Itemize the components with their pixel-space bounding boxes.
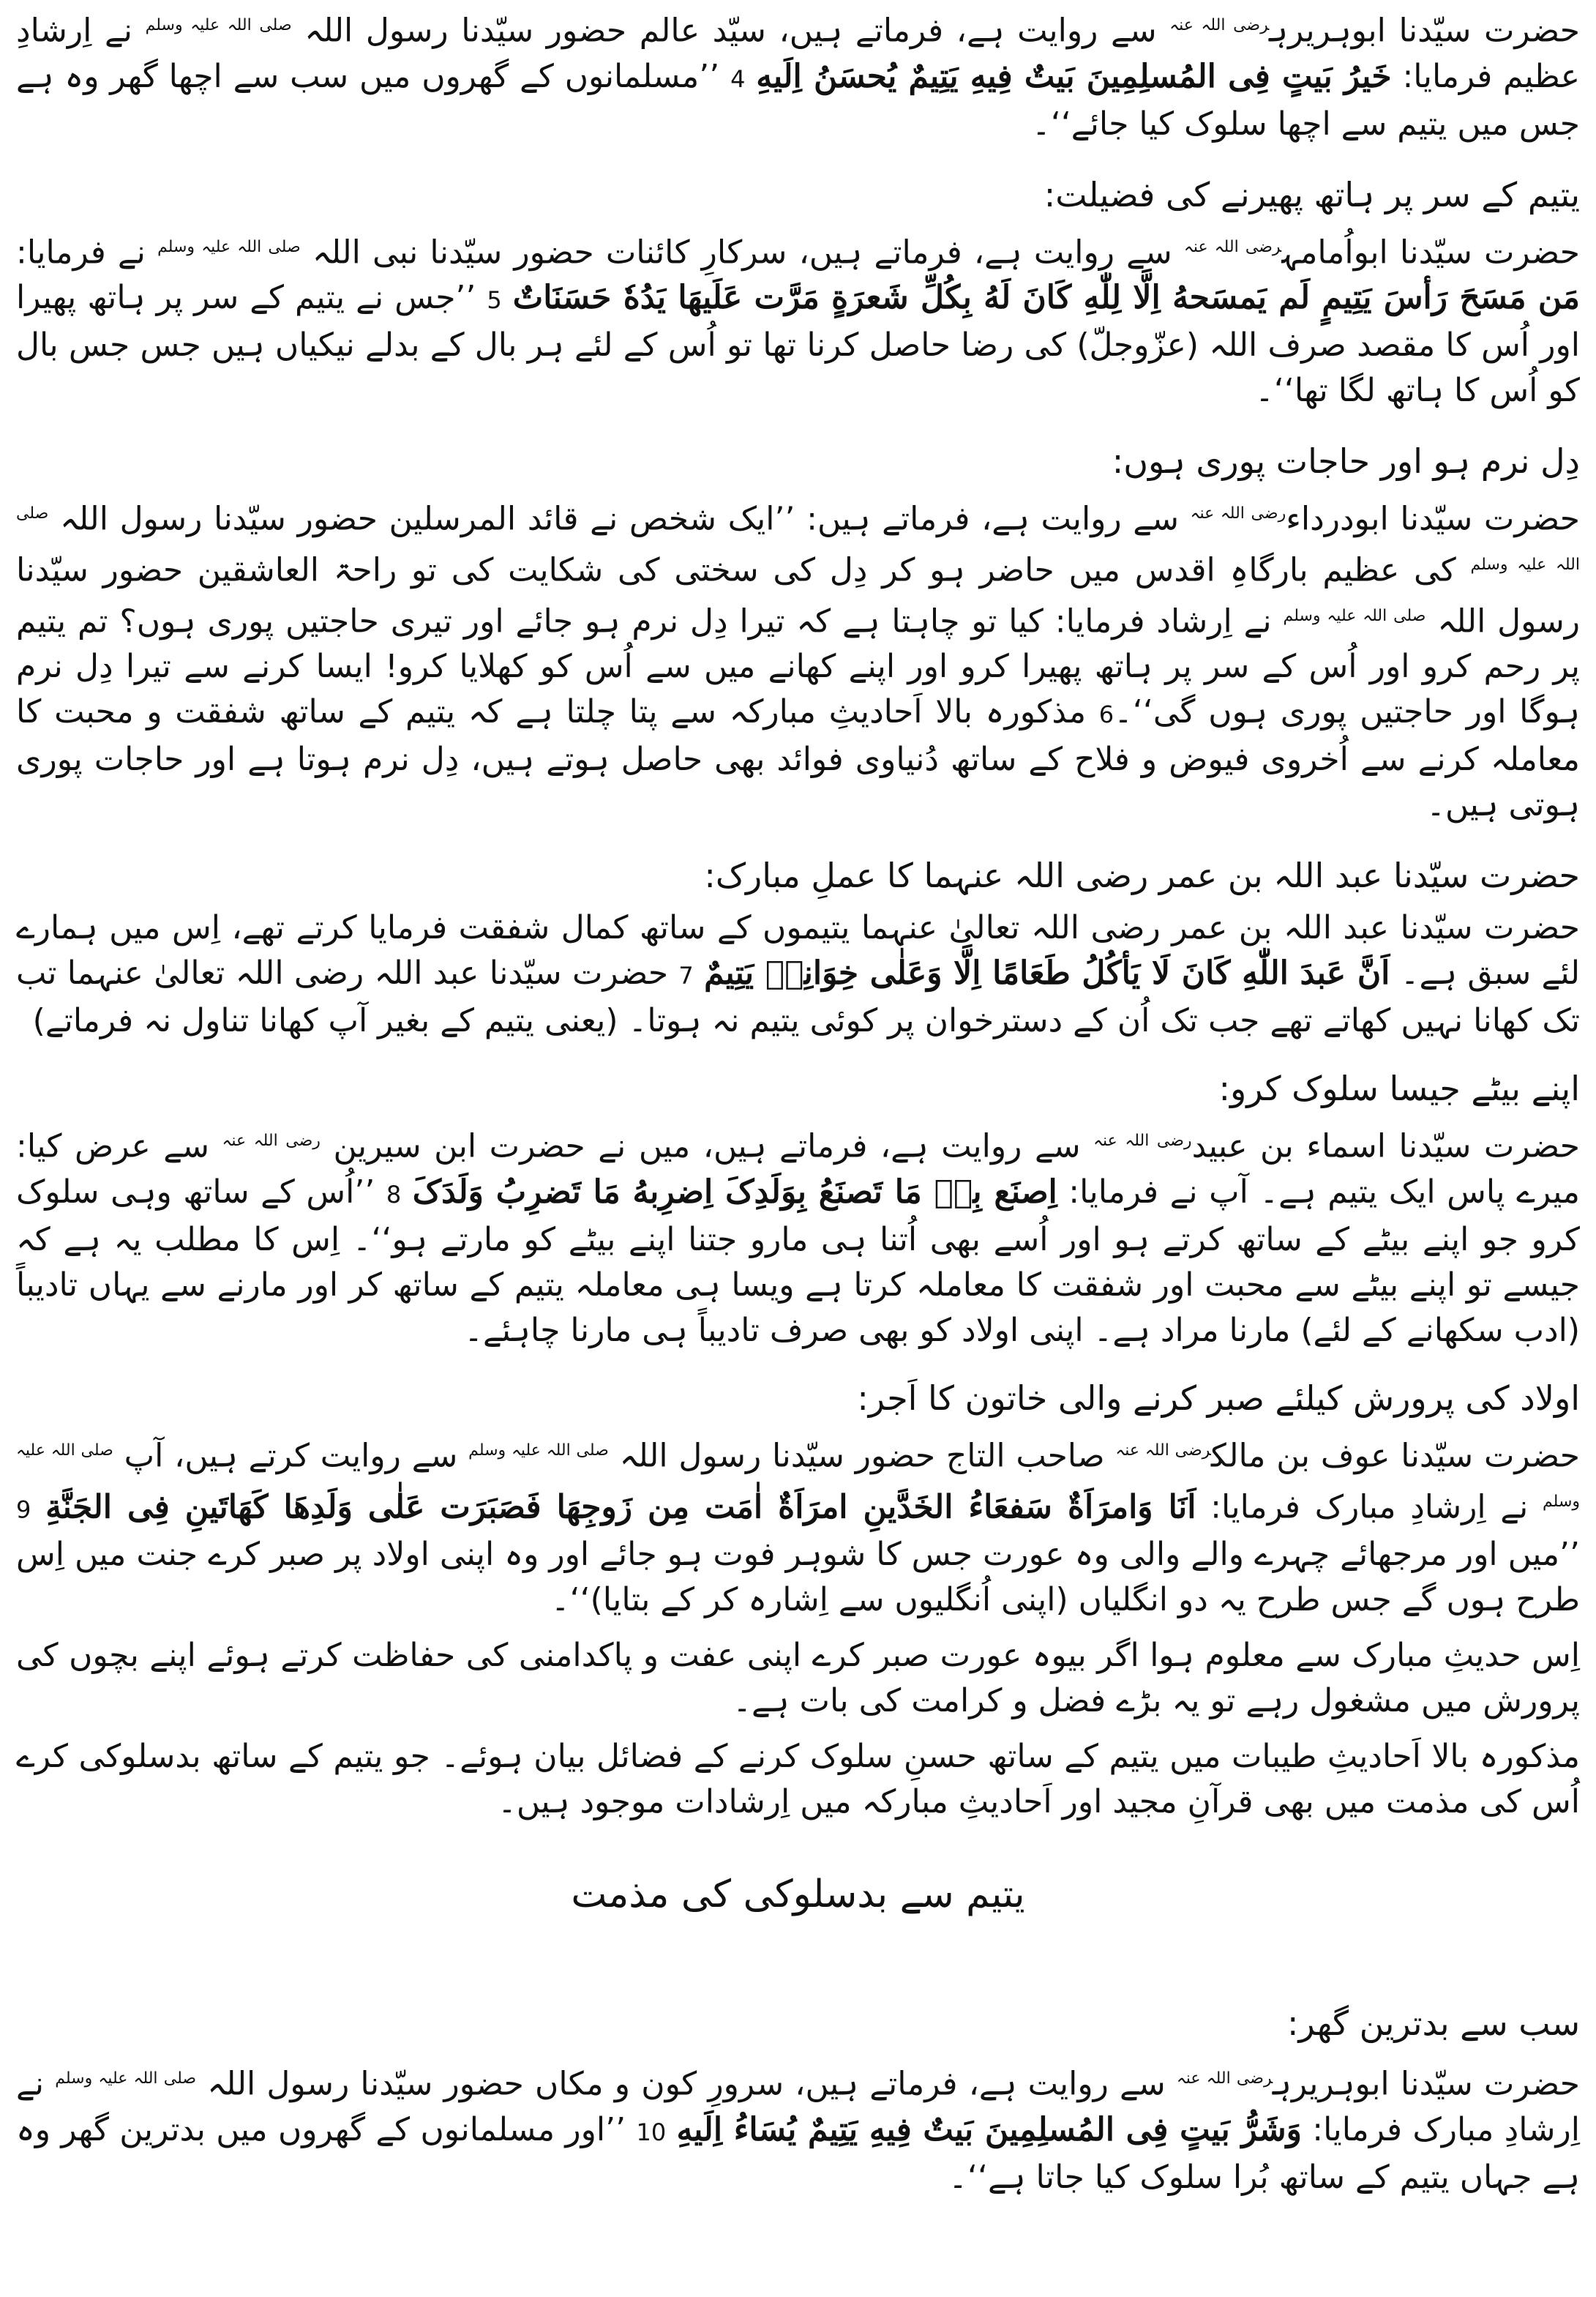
hadith-text: نے فرمایا: (16, 234, 158, 272)
arabic-hadith: مَن مَسَحَ رَأسَ یَتِیمٍ لَم یَمسَحهُ اِلَّا لِلّٰهِ کَانَ لَهُ بِکُلِّ شَعرَةٍ مَرَّت عَلَیهَا یَدُهٗ حَسَنَاتٌ (512, 279, 1580, 317)
narrator-intro: حضرت سیّدنا ابواُمامہ (1281, 234, 1581, 272)
footnote-marker: 6 (1098, 701, 1114, 729)
footnote-marker: 7 (678, 962, 694, 990)
narrator-intro: حضرت سیّدنا ابوہریرہ (1273, 2065, 1580, 2103)
section-heading: سب سے بدترین گھر: (1286, 2003, 1580, 2044)
footnote-marker: 4 (730, 64, 746, 93)
arabic-hadith: اِصنَع بِهٖ مَا تَصنَعُ بِوَلَدِکَ اِضرِبهُ مَا تَضرِبُ وَلَدَکَ (412, 1173, 1057, 1211)
honorific: صلی اللہ علیہ وسلم (468, 1441, 609, 1460)
honorific: رضی اللہ عنہ (1190, 504, 1286, 523)
narrator-intro: حضرت سیّدنا اسماء بن عبید (1191, 1127, 1580, 1165)
narrator-intro: حضرت سیّدنا عوف بن مالک (1210, 1437, 1580, 1475)
hadith-patient-mother (16, 1428, 1580, 1623)
hadith-text: سے عرض کیا: میرے پاس ایک یتیم ہے۔ آپ نے فرمایا: (16, 1127, 1580, 1211)
hadith-text: سے روایت ہے، فرماتے ہیں، سرکارِ کائنات حضور سیّدنا نبی اللہ (300, 234, 1184, 272)
arabic-hadith: وَشَرُّ بَیتٍ فِی المُسلِمِینَ بَیتٌ فِیهِ یَتِیمٌ یُسَاءُ اِلَیهِ (676, 2110, 1302, 2148)
honorific: صلی اللہ علیہ وسلم (157, 237, 301, 256)
document-page (16, 0, 1580, 2297)
section-heading: اپنے بیٹے جیسا سلوک کرو: (1218, 1069, 1580, 1109)
honorific: صلی اللہ علیہ وسلم (55, 2069, 197, 2088)
hadith-text: سے روایت ہے، فرماتے ہیں، میں نے حضرت ابن سیرین (320, 1127, 1094, 1165)
honorific: رضی اللہ عنہ (1093, 1132, 1192, 1151)
section-heading: حضرت سیّدنا عبد اللہ بن عمر رضی اللہ عنہما کا عملِ مبارک: (704, 856, 1580, 896)
section-heading: دِل نرم ہو اور حاجات پوری ہوں: (1112, 441, 1580, 482)
hadith-soft-heart (16, 491, 1580, 828)
hadith-text: نے اِرشادِ عظیم فرمایا: (16, 12, 1580, 95)
footnote-marker: 9 (16, 1495, 31, 1524)
hadith-text: سے روایت ہے، فرماتے ہیں، سیّد عالم حضور سیّدنا رسول اللہ (291, 12, 1170, 50)
translation: ’’مسلمانوں کے گھروں میں سب سے اچھا گھر وہ ہے جس میں یتیم سے اچھا سلوک کیا جائے‘‘۔ (16, 57, 1580, 143)
honorific: رضی اللہ عنہ (1169, 16, 1270, 34)
arabic-hadith: خَیرُ بَیتٍ فِی المُسلِمِینَ بَیتٌ فِیهِ یَتِیمٌ یُحسَنُ اِلَیهِ (756, 57, 1392, 95)
narrator-intro: حضرت سیّدنا ابوہریرہ (1269, 12, 1580, 50)
honorific: صلی اللہ علیہ وسلم (16, 504, 1580, 574)
honorific: صلی اللہ علیہ وسلم (16, 1441, 1580, 1511)
translation: ’’جس نے یتیم کے سر پر ہاتھ پھیرا اور اُس کا مقصد صرف اللہ (عزّوجلّ) کی رضا حاصل کرنا تھا تو اُس کے لئے ہر بال کے بدلے نیکیاں ہیں جس جس بال کو اُس کا ہاتھ لگا تھا‘‘۔ (16, 279, 1580, 410)
honorific: رضی اللہ عنہ (1176, 2069, 1273, 2088)
narration-text: حضرت سیّدنا عبد اللہ بن عمر رضی اللہ تعالیٰ عنہما یتیموں کے ساتھ کمال شفقت فرمایا کرتے تھے، اِس میں ہمارے لئے سبق ہے۔ (16, 909, 1581, 993)
section-heading: یتیم کے سر پر ہاتھ پھیرنے کی فضیلت: (1044, 174, 1580, 214)
translation: ’’اُس کے ساتھ وہی سلوک کرو جو اپنے بیٹے کے ساتھ کرتے ہو اور اُسے بھی اُتنا ہی مارو جتنا اپنے بیٹے کو مارتے ہو‘‘۔ اِس کا مطلب یہ ہے کہ جیسے تو اپنے بیٹے سے محبت اور شفقت کا معاملہ کرتا ہے ویسا ہی معاملہ یتیم کے ساتھ کر اور مارنے سے یہاں تادیباً (ادب سکھانے کے لئے) مارنا مراد ہے۔ اپنی اولاد کو بھی صرف تادیباً ہی مارنا چاہئے۔ (16, 1173, 1580, 1349)
hadith-text: سے روایت کرتے ہیں، آپ (113, 1437, 469, 1475)
hadith-best-home (16, 3, 1580, 147)
hadith-text: کی عظیم بارگاہِ اقدس میں حاضر ہو کر دِل کی سختی کی شکایت کی تو راحۃ العاشقین حضور سیّدنا رسول اللہ (16, 551, 1580, 640)
chapter-title: یتیم سے بدسلوکی کی مذمت (571, 1872, 1025, 1917)
translation: ’’میں اور مرجھائے چہرے والے والی وہ عورت جس کا شوہر فوت ہو جائے اور وہ اپنی اولاد پر صبر کرے جنت میں اِس طرح ہوں گے جس طرح یہ دو انگلیاں (اپنی اُنگلیوں سے اِشارہ کر کے بتایا)‘‘۔ (16, 1536, 1580, 1619)
translation: حضرت سیّدنا عبد اللہ رضی اللہ تعالیٰ عنہما تب تک کھانا نہیں کھاتے تھے جب تک اُن کے دسترخوان پر کوئی یتیم نہ ہوتا۔ (یعنی یتیم کے بغیر آپ کھانا تناول نہ فرماتے) (16, 955, 1580, 1040)
arabic-hadith: اَنَا وَامرَاَةٌ سَفعَاءُ الخَدَّینِ امرَاَةٌ اٰمَت مِن زَوجِهَا فَصَبَرَت عَلٰی وَلَدِهَا کَهَاتَینِ فِی الجَنَّةِ (45, 1488, 1196, 1526)
footnote-marker: 5 (487, 286, 502, 315)
hadith-text: سے روایت ہے، فرماتے ہیں: ’’ایک شخص نے قائد المرسلین حضور سیّدنا رسول اللہ (48, 500, 1191, 538)
translation: ’’اور مسلمانوں کے گھروں میں بدترین گھر وہ ہے جہاں یتیم کے ساتھ بُرا سلوک کیا جاتا ہے‘‘۔ (16, 2110, 1580, 2196)
honorific: رضی اللہ عنہ (222, 1132, 321, 1151)
commentary: مذکورہ بالا اَحادیثِ مبارکہ سے پتا چلتا ہے کہ یتیم کے ساتھ شفقت و محبت کا معاملہ کرنے سے اُخروی فیوض و فلاح کے ساتھ دُنیاوی فوائد بھی حاصل ہوتے ہیں، دِل نرم ہوتا ہے اور حاجات پوری ہوتی ہیں۔ (16, 693, 1580, 824)
footnote-marker: 10 (636, 2118, 667, 2146)
hadith-worst-home (16, 2056, 1580, 2200)
honorific: صلی اللہ علیہ وسلم (145, 16, 292, 34)
hadith-text: نے اِرشادِ مبارک فرمایا: (1196, 1488, 1543, 1526)
narrator-intro: حضرت سیّدنا ابودرداء (1286, 500, 1580, 538)
hadith-text: نے اِرشادِ مبارک فرمایا: (16, 2065, 1580, 2148)
hadith-text: نے اِرشاد فرمایا: کیا تو چاہتا ہے کہ تیرا دِل نرم ہو جائے اور تیری حاجتیں پوری ہوں؟ تم یتیم پر رحم کرو اور اُس کے سر پر ہاتھ پھیرا کرو اور اپنے کھانے میں سے اُس کو کھلایا کرو! ایسا کرنے سے تیرا دِل نرم ہوگا اور حاجتیں پوری ہوں گی‘‘۔ (16, 602, 1581, 731)
footnote-marker: 8 (386, 1180, 402, 1209)
section-heading: اولاد کی پرورش کیلئے صبر کرنے والی خاتون کا اَجر: (857, 1378, 1580, 1418)
hadith-orphan-head (16, 225, 1580, 414)
honorific: رضی اللہ عنہ (1183, 237, 1282, 256)
honorific: رضی اللہ عنہ (1115, 1441, 1211, 1460)
hadith-text: صاحب التاج حضور سیّدنا رسول اللہ (608, 1437, 1116, 1475)
honorific: صلی اللہ علیہ وسلم (1283, 606, 1426, 625)
commentary-widow: اِس حدیثِ مبارک سے معلوم ہوا اگر بیوہ عورت صبر کرے اپنی عفت و پاکدامنی کی حفاظت کرتے ہوئے اپنے بچوں کی پرورش میں مشغول رہے تو یہ بڑے فضل و کرامت کی بات ہے۔ (16, 1637, 1580, 1720)
arabic-hadith: اَنَّ عَبدَ اللّٰهِ کَانَ لَا یَأکُلُ طَعَامًا اِلَّا وَعَلٰی خِوَانِهٖ یَتِیمٌ (704, 955, 1390, 993)
hadith-like-son (16, 1118, 1580, 1353)
practice-ibn-umar (16, 905, 1580, 1044)
hadith-text: سے روایت ہے، فرماتے ہیں، سرورِ کون و مکاں حضور سیّدنا رسول اللہ (196, 2065, 1177, 2103)
commentary-transition: مذکورہ بالا اَحادیثِ طیبات میں یتیم کے ساتھ حسنِ سلوک کرنے کے فضائل بیان ہوئے۔ جو یتیم کے ساتھ بدسلوکی کرے اُس کی مذمت میں بھی قرآنِ مجید اور اَحادیثِ مبارکہ میں اِرشادات موجود ہیں۔ (16, 1738, 1580, 1821)
